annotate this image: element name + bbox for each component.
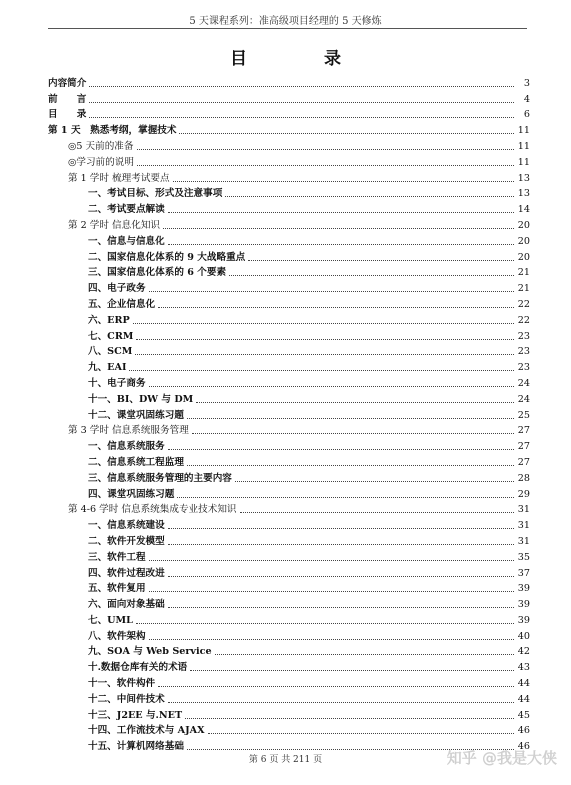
- toc-entry-page: 27: [517, 441, 530, 453]
- toc-entry-page: 37: [517, 567, 530, 579]
- dot-leader: [158, 307, 514, 308]
- dot-leader: [149, 291, 514, 292]
- header-divider: [48, 28, 527, 29]
- toc-entry-title: 六、面向对象基础: [88, 599, 165, 611]
- toc-entry[interactable]: [48, 200, 530, 216]
- toc-entry-page: 24: [517, 377, 530, 389]
- toc-entry-title: 五、软件复用: [88, 583, 146, 595]
- toc-entry[interactable]: [48, 564, 530, 580]
- toc-entry-title: 五、企业信息化: [88, 298, 156, 310]
- toc-entry[interactable]: [48, 674, 530, 690]
- toc-entry-page: 27: [517, 425, 530, 437]
- toc-entry-title: 十四、工作流技术与 AJAX: [88, 725, 205, 737]
- toc-entry-title: 第 1 学时 梳理考试要点: [68, 172, 170, 184]
- dot-leader: [177, 497, 514, 498]
- toc-entry-page: 43: [517, 662, 530, 674]
- toc-entry-page: 46: [517, 725, 530, 737]
- toc-entry-title: 六、ERP: [88, 314, 130, 326]
- dot-leader: [89, 117, 514, 118]
- toc-entry[interactable]: [48, 706, 530, 722]
- dot-leader: [187, 465, 514, 466]
- toc-entry-page: 11: [517, 140, 530, 152]
- toc-entry[interactable]: [48, 722, 530, 738]
- toc-entry-page: 13: [517, 188, 530, 200]
- toc-entry-page: 45: [517, 709, 530, 721]
- toc-entry[interactable]: [48, 311, 530, 327]
- toc-entry-title: 第 3 学时 信息系统服务管理: [68, 425, 189, 437]
- dot-leader: [137, 165, 514, 166]
- toc-entry-title: 一、考试目标、形式及注意事项: [88, 188, 223, 200]
- toc-entry[interactable]: [48, 279, 530, 295]
- toc-entry-page: 25: [517, 409, 530, 421]
- toc-entry[interactable]: [48, 106, 530, 122]
- toc-entry-title: 二、国家信息化体系的 9 大战略重点: [88, 251, 246, 263]
- toc-entry[interactable]: [48, 453, 530, 469]
- toc-entry-page: 29: [517, 488, 530, 500]
- toc-entry-page: 31: [517, 535, 530, 547]
- toc-entry-page: 44: [517, 693, 530, 705]
- toc-entry[interactable]: [48, 690, 530, 706]
- dot-leader: [129, 370, 514, 371]
- page-footer: 第 6 页 共 211 页: [248, 755, 323, 765]
- toc-entry-page: 31: [517, 504, 530, 516]
- toc-entry[interactable]: [48, 327, 530, 343]
- toc-entry-title: 四、电子政务: [88, 283, 146, 295]
- toc-entry[interactable]: [48, 501, 530, 517]
- dot-leader: [248, 260, 514, 261]
- toc-entry-title: 第 4-6 学时 信息系统集成专业技术知识: [68, 504, 237, 516]
- toc-entry-title: 第 1 天 熟悉考纲，掌握技术: [48, 125, 177, 137]
- toc-entry-page: 21: [517, 267, 530, 279]
- toc-entry-title: ◎学习前的说明: [68, 156, 134, 168]
- toc-entry-title: 八、软件架构: [88, 630, 146, 642]
- toc-entry-title: 十.数据仓库有关的术语: [88, 662, 188, 674]
- toc-entry-title: ◎5 天前的准备: [68, 140, 134, 152]
- toc-entry[interactable]: [48, 643, 530, 659]
- toc-entry[interactable]: [48, 469, 530, 485]
- toc-entry-page: 39: [517, 614, 530, 626]
- toc-entry-title: 十五、计算机网络基础: [88, 741, 184, 753]
- toc-entry-title: 十一、BI、DW 与 DM: [88, 393, 194, 405]
- toc-entry-title: 十、电子商务: [88, 377, 146, 389]
- dot-leader: [137, 149, 515, 150]
- toc-entry-page: 35: [517, 551, 530, 563]
- toc-entry-page: 4: [523, 93, 530, 105]
- toc-entry-page: 27: [517, 456, 530, 468]
- toc-entry-page: 20: [517, 235, 530, 247]
- toc-entry[interactable]: [48, 74, 530, 90]
- toc-entry-page: 11: [517, 125, 530, 137]
- toc-entry-title: 十一、软件构件: [88, 678, 156, 690]
- toc-entry[interactable]: [48, 137, 530, 153]
- dot-leader: [229, 275, 514, 276]
- toc-entry-title: 二、考试要点解读: [88, 204, 165, 216]
- toc-entry-title: 四、课堂巩固练习题: [88, 488, 175, 500]
- toc-entry-title: 八、SCM: [88, 346, 133, 358]
- dot-leader: [158, 686, 514, 687]
- toc-entry-title: 十二、中间件技术: [88, 693, 165, 705]
- toc-entry[interactable]: [48, 485, 530, 501]
- toc-entry-page: 28: [517, 472, 530, 484]
- toc-entry-title: 二、软件开发模型: [88, 535, 165, 547]
- toc-entry[interactable]: [48, 627, 530, 643]
- toc-entry[interactable]: [48, 90, 530, 106]
- dot-leader: [163, 228, 514, 229]
- toc-entry[interactable]: [48, 437, 530, 453]
- dot-leader: [215, 654, 514, 655]
- dot-leader: [136, 623, 514, 624]
- toc-entry-title: 一、信息系统服务: [88, 441, 165, 453]
- toc-entry-title: 一、信息系统建设: [88, 520, 165, 532]
- toc-entry-title: 三、信息系统服务管理的主要内容: [88, 472, 232, 484]
- toc-entry-page: 6: [523, 109, 530, 121]
- dot-leader: [208, 733, 514, 734]
- table-of-contents: [48, 74, 530, 753]
- dot-leader: [168, 528, 514, 529]
- dot-leader: [89, 86, 514, 87]
- toc-entry[interactable]: [48, 595, 530, 611]
- toc-entry[interactable]: [48, 658, 530, 674]
- toc-entry[interactable]: [48, 516, 530, 532]
- watermark: 知乎 @我是大侠: [446, 749, 557, 767]
- dot-leader: [235, 481, 514, 482]
- toc-entry[interactable]: [48, 422, 530, 438]
- toc-entry-title: 二、信息系统工程监理: [88, 456, 184, 468]
- toc-entry[interactable]: [48, 264, 530, 280]
- toc-entry-page: 24: [517, 393, 530, 405]
- toc-entry[interactable]: [48, 232, 530, 248]
- toc-entry-page: 11: [517, 156, 530, 168]
- toc-entry-page: 23: [517, 346, 530, 358]
- toc-entry-title: 九、EAI: [88, 362, 127, 374]
- toc-entry-page: 39: [517, 583, 530, 595]
- toc-entry-page: 40: [517, 630, 530, 642]
- toc-entry[interactable]: [48, 153, 530, 169]
- dot-leader: [149, 386, 514, 387]
- dot-leader: [225, 196, 514, 197]
- dot-leader: [173, 181, 514, 182]
- toc-entry[interactable]: [48, 390, 530, 406]
- dot-leader: [133, 323, 514, 324]
- dot-leader: [149, 560, 514, 561]
- toc-entry-title: 九、SOA 与 Web Service: [88, 646, 212, 658]
- toc-entry-title: 三、国家信息化体系的 6 个要素: [88, 267, 227, 279]
- toc-entry-page: 46: [517, 741, 530, 753]
- toc-entry[interactable]: [48, 185, 530, 201]
- toc-entry-page: 23: [517, 362, 530, 374]
- dot-leader: [192, 433, 514, 434]
- toc-entry[interactable]: [48, 121, 530, 137]
- toc-entry-title: 前 言: [48, 93, 87, 105]
- toc-entry[interactable]: [48, 295, 530, 311]
- toc-entry-page: 44: [517, 678, 530, 690]
- dot-leader: [135, 354, 514, 355]
- toc-entry-page: 20: [517, 219, 530, 231]
- toc-entry-title: 三、软件工程: [88, 551, 146, 563]
- toc-entry-page: 42: [517, 646, 530, 658]
- dot-leader: [196, 402, 514, 403]
- toc-entry-page: 3: [523, 77, 530, 89]
- toc-entry-page: 22: [517, 298, 530, 310]
- toc-entry-page: 39: [517, 599, 530, 611]
- toc-entry[interactable]: [48, 580, 530, 596]
- dot-leader: [168, 244, 514, 245]
- dot-leader: [168, 212, 514, 213]
- toc-entry[interactable]: [48, 374, 530, 390]
- page-header: 5 天课程系列：准高级项目经理的 5 天修炼: [189, 16, 382, 27]
- toc-entry-title: 十二、课堂巩固练习题: [88, 409, 184, 421]
- dot-leader: [187, 418, 514, 419]
- toc-entry[interactable]: [48, 532, 530, 548]
- dot-leader: [89, 102, 514, 103]
- toc-entry-title: 第 2 学时 信息化知识: [68, 219, 161, 231]
- dot-leader: [168, 607, 514, 608]
- toc-entry-title: 四、软件过程改进: [88, 567, 165, 579]
- dot-leader: [240, 512, 514, 513]
- toc-entry-title: 内容简介: [48, 77, 87, 89]
- dot-leader: [168, 544, 514, 545]
- toc-entry[interactable]: [48, 406, 530, 422]
- dot-leader: [168, 702, 514, 703]
- toc-entry[interactable]: [48, 343, 530, 359]
- toc-entry-page: 31: [517, 520, 530, 532]
- dot-leader: [185, 718, 514, 719]
- dot-leader: [168, 576, 514, 577]
- toc-entry[interactable]: [48, 169, 530, 185]
- dot-leader: [168, 449, 514, 450]
- dot-leader: [149, 591, 514, 592]
- toc-entry-title: 七、CRM: [88, 330, 134, 342]
- toc-entry-page: 20: [517, 251, 530, 263]
- toc-entry-page: 14: [517, 204, 530, 216]
- toc-entry[interactable]: [48, 611, 530, 627]
- toc-entry-page: 13: [517, 172, 530, 184]
- page-title: 目 录: [230, 49, 371, 69]
- toc-entry[interactable]: [48, 358, 530, 374]
- toc-entry-title: 一、信息与信息化: [88, 235, 165, 247]
- dot-leader: [179, 133, 514, 134]
- toc-entry-page: 22: [517, 314, 530, 326]
- toc-entry[interactable]: [48, 216, 530, 232]
- dot-leader: [149, 639, 514, 640]
- toc-entry-page: 23: [517, 330, 530, 342]
- toc-entry-page: 21: [517, 283, 530, 295]
- toc-entry-title: 十三、J2EE 与.NET: [88, 709, 183, 721]
- toc-entry[interactable]: [48, 248, 530, 264]
- toc-entry-title: 目 录: [48, 109, 87, 121]
- toc-entry[interactable]: [48, 548, 530, 564]
- dot-leader: [136, 339, 514, 340]
- toc-entry-title: 七、UML: [88, 614, 133, 626]
- dot-leader: [190, 670, 514, 671]
